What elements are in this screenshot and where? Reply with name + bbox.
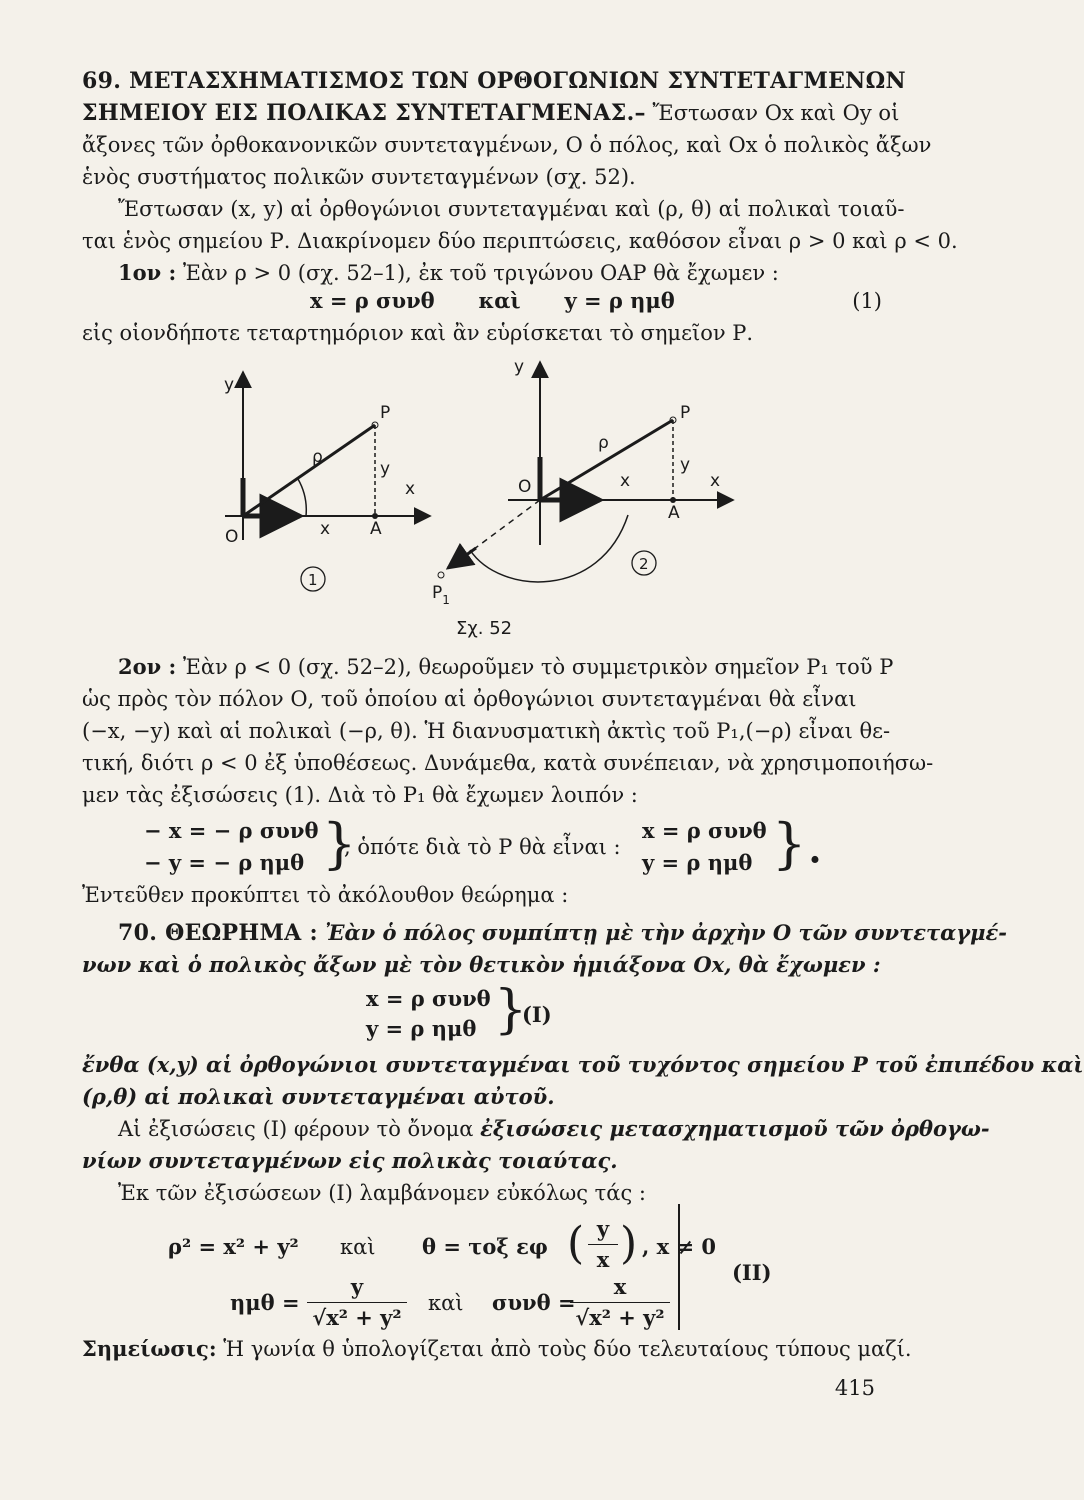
section-70-heading — [118, 918, 1008, 948]
case-2-text: Ἐὰν ρ < 0 (σχ. 52–2), θεωροῦμεν τὸ συμμετρικὸν σημεῖον Ρ₁ τοῦ Ρ — [176, 655, 894, 679]
label-y-axis: y — [224, 375, 235, 395]
label-p: P — [380, 403, 391, 423]
bracket-line — [678, 1204, 680, 1330]
paren-right: ) — [620, 1218, 638, 1269]
case-2-label: 2ον : — [118, 654, 177, 679]
label-x-axis: x — [320, 519, 331, 539]
paragraph-line: ἑνὸς συστήματος πολικῶν συντεταγμένων (σχ. 52). — [82, 165, 636, 189]
theta-arc-large — [470, 515, 628, 582]
brace-right: } — [494, 980, 528, 1040]
label-o: O — [518, 477, 532, 497]
case-1-text: Ἐὰν ρ > 0 (σχ. 52–1), ἐκ τοῦ τριγώνου ΟΑΡ θὰ ἔχωμεν : — [176, 261, 779, 285]
label-y: y — [680, 455, 691, 475]
eq-and: καὶ — [340, 1235, 376, 1259]
section-69-heading-cont — [82, 98, 900, 128]
figure-2 — [432, 357, 733, 607]
radius-vector — [243, 425, 375, 516]
frac-den: √x² + y² — [307, 1302, 407, 1333]
frac-num: x — [613, 1274, 627, 1299]
equation-system-2 — [82, 812, 882, 882]
brace-right: }. — [772, 812, 824, 875]
section-69-heading: 69. ΜΕΤΑΣΧΗΜΑΤΙΣΜΟΣ ΤΩΝ ΟΡΘΟΓΩΝΙΩΝ ΣΥΝΤΕΤΑΓΜΕΝΩΝ — [82, 68, 906, 94]
figure-1-number: 1 — [308, 571, 318, 589]
figure-caption: Σχ. 52 — [456, 618, 513, 639]
eq-i-y: y = ρ ημθ — [366, 1016, 477, 1041]
brace-right: } — [322, 812, 357, 875]
label-x-right: x — [405, 479, 416, 499]
heading-bold-part: ΣΗΜΕΙΟΥ ΕΙΣ ΠΟΛΙΚΑΣ ΣΥΝΤΕΤΑΓΜΕΝΑΣ.– — [82, 100, 646, 126]
figure-52 — [0, 345, 955, 645]
eq-rho-squared: ρ² = x² + y² — [168, 1234, 299, 1259]
frac-num: y — [350, 1274, 364, 1299]
text-emphasis: ἐξισώσεις μετασχηματισμοῦ τῶν ὀρθογω- — [480, 1116, 990, 1141]
case-2-line — [118, 652, 918, 682]
note-label: Σημείωσις: — [82, 1336, 217, 1361]
paragraph-line: νίων συντεταγμένων εἰς πολικὰς τοιαύτας. — [82, 1148, 618, 1173]
theorem-line: νων καὶ ὁ πολικὸς ἄξων μὲ τὸν θετικὸν ἡμιάξονα Οx, θὰ ἔχωμεν : — [82, 952, 881, 977]
eq-y: y = ρ ημθ — [642, 850, 753, 875]
eq-condition: , x ≠ 0 — [642, 1234, 716, 1259]
label-x-mid: x — [620, 471, 631, 491]
eq-sin: ημθ = — [230, 1290, 300, 1315]
frac-den: x — [588, 1244, 618, 1275]
paragraph-line: (−x, −y) καὶ αἱ πολικαὶ (−ρ, θ). Ἡ διανυσματικὴ ἀκτὶς τοῦ Ρ₁,(−ρ) εἶναι θε- — [82, 719, 891, 743]
case-1-label: 1ον : — [118, 260, 177, 285]
paragraph-line: ἄξονες τῶν ὀρθοκανονικῶν συντεταγμένων, Ο ὁ πόλος, καὶ Οx ὁ πολικὸς ἄξων — [82, 133, 932, 157]
paragraph-line: τική, διότι ρ < 0 ἐξ ὑποθέσεως. Δυνάμεθα, κατὰ συνέπειαν, νὰ χρησιμοποιήσω- — [82, 751, 934, 775]
case-1-line — [118, 258, 918, 288]
frac-cos — [570, 1272, 670, 1333]
frac-num: y — [596, 1216, 610, 1241]
eq-theta: θ = τοξ εφ — [422, 1234, 548, 1259]
label-p1: $P_1$ — [432, 583, 450, 607]
page-number: 415 — [834, 1376, 875, 1400]
equation-1-number: (1) — [852, 289, 882, 313]
theorem-text: Ἐὰν ὁ πόλος συμπίπτῃ μὲ τὴν ἀρχὴν Ο τῶν συντεταγμέ- — [317, 920, 1008, 945]
paragraph-line — [118, 1114, 990, 1144]
theorem-line: ἔνθα (x,y) αἱ ὀρθογώνιοι συντεταγμέναι τοῦ τυχόντος σημείου Ρ τοῦ ἐπιπέδου καὶ — [82, 1052, 1084, 1077]
eq-and: καὶ — [428, 1291, 464, 1315]
equation-system-ii — [82, 1210, 882, 1330]
frac-y-over-x — [588, 1214, 618, 1275]
label-rho: ρ — [312, 447, 323, 467]
label-p: P — [680, 403, 691, 423]
eq-mid-text: , ὁπότε διὰ τὸ Ρ θὰ εἶναι : — [344, 835, 621, 859]
label-a: A — [668, 503, 680, 523]
frac-sin — [307, 1272, 407, 1333]
paragraph-line: Ἔστωσαν (x, y) αἱ ὀρθογώνιοι συντεταγμέναι καὶ (ρ, θ) αἱ πολικαὶ τοιαῦ- — [118, 197, 905, 221]
heading-text-part: Ἔστωσαν Οx καὶ Οy οἱ — [645, 101, 900, 125]
equation-ii-number: (ΙΙ) — [732, 1260, 772, 1285]
note-line — [82, 1334, 912, 1364]
radius-vector — [540, 420, 673, 500]
p1-vector — [448, 548, 476, 568]
equation-system-i — [82, 982, 882, 1048]
label-y-axis: y — [514, 357, 525, 377]
label-a: A — [370, 519, 382, 539]
eq-neg-x: − x = − ρ συνθ — [144, 818, 319, 843]
label-o: O — [225, 527, 239, 547]
equation-i-number: (Ι) — [522, 1002, 552, 1027]
label-y: y — [380, 459, 391, 479]
paragraph-line: εἰς οἱονδήποτε τεταρτημόριον καὶ ἂν εὑρίσκεται τὸ σημεῖον Ρ. — [82, 321, 754, 345]
label-rho: ρ — [598, 433, 609, 453]
text-normal: Αἱ ἐξισώσεις (Ι) φέρουν τὸ ὄνομα — [118, 1117, 481, 1141]
theorem-label: 70. ΘΕΩΡΗΜΑ : — [118, 920, 318, 946]
paren-left: ( — [567, 1218, 585, 1269]
eq-neg-y: − y = − ρ ημθ — [144, 850, 305, 875]
paragraph-line: Ἐκ τῶν ἐξισώσεων (Ι) λαμβάνομεν εὐκόλως τάς : — [118, 1181, 646, 1205]
equation-1: x = ρ συνθ καὶ y = ρ ημθ — [310, 288, 675, 313]
frac-den: √x² + y² — [570, 1302, 670, 1333]
theta-arc — [298, 479, 306, 516]
note-text: Ἡ γωνία θ ὑπολογίζεται ἀπὸ τοὺς δύο τελευταίους τύπους μαζί. — [216, 1337, 912, 1361]
eq-cos: συνθ = — [492, 1290, 576, 1315]
figure-1 — [224, 372, 430, 591]
paragraph-line: ται ἑνὸς σημείου Ρ. Διακρίνομεν δύο περιπτώσεις, καθόσον εἶναι ρ > 0 καὶ ρ < 0. — [82, 229, 958, 253]
paragraph-line: Ἐντεῦθεν προκύπτει τὸ ἀκόλουθον θεώρημα : — [82, 883, 569, 907]
paragraph-line: μεν τὰς ἐξισώσεις (1). Διὰ τὸ Ρ₁ θὰ ἔχωμεν λοιπόν : — [82, 783, 638, 807]
eq-i-x: x = ρ συνθ — [366, 986, 491, 1011]
point-p1 — [438, 572, 444, 578]
eq-x: x = ρ συνθ — [642, 818, 767, 843]
label-x-right: x — [710, 471, 721, 491]
theorem-line: (ρ,θ) αἱ πολικαὶ συντεταγμέναι αὐτοῦ. — [82, 1084, 555, 1109]
paragraph-line: ὡς πρὸς τὸν πόλον Ο, τοῦ ὁποίου αἱ ὀρθογώνιοι συντεταγμέναι θὰ εἶναι — [82, 687, 857, 711]
figure-2-number: 2 — [639, 555, 649, 573]
